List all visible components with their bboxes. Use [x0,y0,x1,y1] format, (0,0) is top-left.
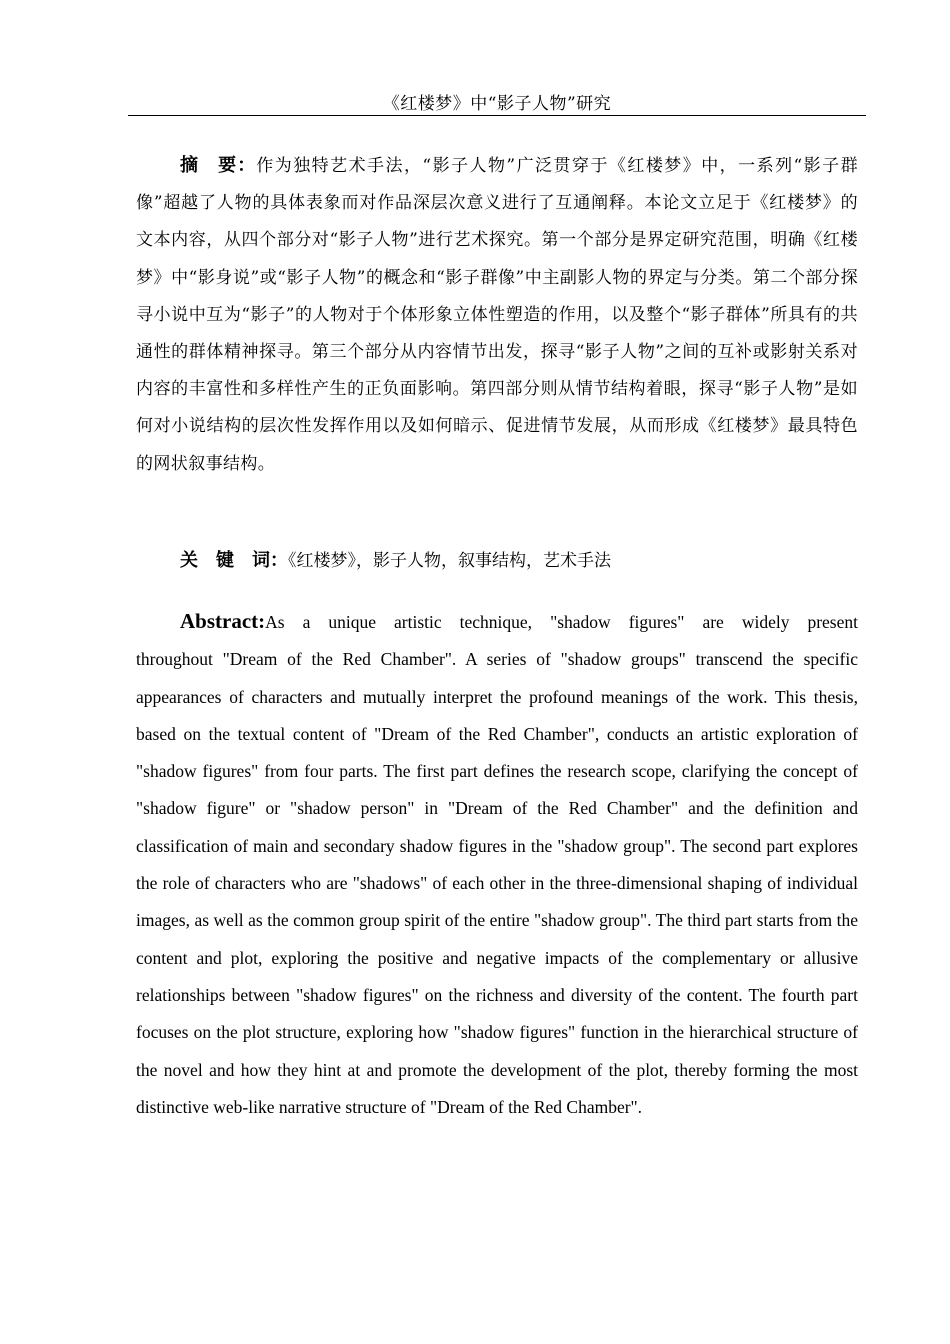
chinese-keywords-label: 关 键 词： [180,550,288,571]
header-rule [128,115,866,116]
english-abstract-label: Abstract: [180,609,266,633]
chinese-abstract-label: 摘 要： [180,155,257,176]
english-abstract-text: throughout "Dream of the Red Chamber". A series of "shadow groups" transcend the specific appearances of characters and mutually interpret the profound meanings of the work. This thesis, based on the textual content of "Dream of the Red Chamber", conducts an artistic exploration of "shadow figures" from four parts. The first part defines the research scope, clarifying the concept of "shadow figure" or "shadow person" in "Dream of the Red Chamber" and the definition and classification of main and secondary shadow figures in the "shadow group". The second part explores the role of characters who are "shadows" of each other in the three-dimensional shaping of individual images, as well as the common group spirit of the entire "shadow group". The third part starts from the content and plot, exploring the positive and negative impacts of the complementary or allusive relationships between "shadow figures" on the richness and diversity of the content. The fourth part focuses on the plot structure, exploring how "shadow figures" function in the hierarchical structure of the novel and how they hint at and promote the development of the plot, thereby forming the most distinctive web-like narrative structure of "Dream of the Red Chamber". [136,649,858,1117]
running-header-title: 《红楼梦》中“影子人物”研究 [382,94,612,114]
chinese-keywords [136,542,858,580]
chinese-abstract [136,147,858,483]
chinese-keywords-text: 《红楼梦》，影子人物，叙事结构，艺术手法 [288,551,611,571]
chinese-abstract-text: 作为独特艺术手法，“影子人物”广泛贯穿于《红楼梦》中，一系列“影子群像”超越了人物的具体表象而对作品深层次意义进行了互通阐释。本论文立足于《红楼梦》的文本内容，从四个部分对“影子人物”进行艺术探究。第一个部分是界定研究范围，明确《红楼梦》中“影身说”或“影子人物”的概念和“影子群像”中主副影人物的界定与分类。第二个部分探寻小说中互为“影子”的人物对于个体形象立体性塑造的作用，以及整个“影子群体”所具有的共通性的群体精神探寻。第三个部分从内容情节出发，探寻“影子人物”之间的互补或影射关系对内容的丰富性和多样性产生的正负面影响。第四部分则从情节结构着眼，探寻“影子人物”是如何对小说结构的层次性发挥作用以及如何暗示、促进情节发展，从而形成《红楼梦》最具特色的网状叙事结构。 [136,156,859,474]
english-abstract-first-line [136,603,858,641]
english-abstract [136,603,858,1126]
english-abstract-first-text: As a unique artistic technique, "shadow figures" are widely present [265,612,858,632]
